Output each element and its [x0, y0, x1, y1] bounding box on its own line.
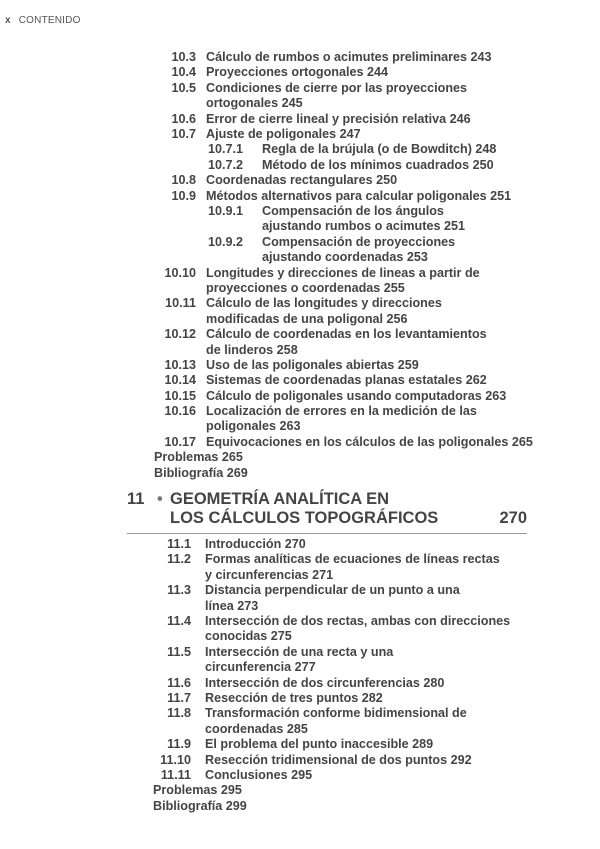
- section-number: 10.3: [171, 50, 196, 64]
- section-title-line: Regla de la brújula (o de Bowditch) 248: [262, 142, 497, 157]
- section-title-line: Formas analíticas de ecuaciones de líneas rectas: [205, 552, 500, 567]
- toc-entry: [0, 204, 600, 235]
- section-number: 11.10: [160, 752, 191, 767]
- toc-entry: [0, 706, 600, 737]
- toc-entry: [0, 799, 600, 814]
- section-title: [262, 235, 455, 266]
- section-title-line: ortogonales 245: [206, 96, 303, 111]
- section-number: 11.4: [167, 613, 191, 628]
- toc-entry: [0, 235, 600, 266]
- section-title: [262, 158, 494, 173]
- section-number: 10.12: [164, 327, 196, 342]
- section-title-line: Uso de las poligonales abiertas 259: [206, 357, 419, 372]
- section-title-line: Intersección de dos rectas, ambas con direcciones: [205, 613, 511, 628]
- section-title-line: Sistemas de coordenadas planas estatales 262: [206, 373, 487, 388]
- chapter-divider: [127, 533, 527, 534]
- section-number: 10.7.1: [208, 142, 244, 157]
- bullet-icon: •: [157, 490, 163, 508]
- section-number: 10.15: [164, 388, 196, 403]
- section-title-line: modificadas de una poligonal 256: [206, 311, 408, 326]
- section-title-line: Problemas 295: [153, 783, 242, 798]
- section-number: 11.5: [167, 644, 191, 659]
- page-number: x: [5, 15, 11, 26]
- section-title-line: Intersección de una recta y una: [205, 644, 394, 659]
- section-title-line: poligonales 263: [206, 419, 301, 434]
- toc-entry: [0, 373, 600, 388]
- section-number: 10.9.1: [208, 203, 244, 218]
- section-title: [206, 389, 506, 404]
- section-title-line: Cálculo de rumbos o acimutes preliminares 243: [206, 50, 492, 64]
- section-title: [206, 327, 487, 358]
- section-number: 10.16: [164, 404, 196, 419]
- section-number: 11.8: [167, 706, 191, 721]
- section-title-line: ajustando coordenadas 253: [262, 250, 428, 265]
- section-title: [206, 173, 397, 188]
- section-number: 10.9: [171, 188, 196, 203]
- section-title: [205, 691, 383, 706]
- section-title-line: Método de los mínimos cuadrados 250: [262, 157, 494, 172]
- toc-entry: [0, 450, 600, 465]
- section-title-line: Problemas 265: [154, 450, 243, 465]
- section-title-line: Cálculo de coordenadas en los levantamientos: [206, 327, 487, 342]
- chapter-title-line: LOS CÁLCULOS TOPOGRÁFICOS: [170, 509, 439, 527]
- section-number: 10.6: [171, 111, 196, 126]
- section-title: [206, 189, 511, 204]
- section-title: [206, 81, 467, 112]
- section-number: 10.13: [164, 357, 196, 372]
- section-number: 11.1: [167, 537, 191, 551]
- chapter-title: [170, 490, 438, 528]
- toc-entry: [0, 691, 600, 706]
- section-number: 10.9.2: [208, 234, 244, 249]
- section-title: [206, 404, 477, 435]
- toc-entry: [0, 112, 600, 127]
- chapter-page: 270: [499, 509, 527, 527]
- section-number: 11.3: [167, 583, 191, 598]
- section-title: [154, 466, 248, 481]
- section-title: [205, 583, 460, 614]
- section-number: 10.17: [164, 434, 196, 449]
- toc-entry: [0, 173, 600, 188]
- section-number: 10.10: [164, 265, 196, 280]
- section-title-line: Conclusiones 295: [205, 767, 313, 782]
- section-title: [206, 358, 419, 373]
- section-title: [205, 614, 510, 645]
- section-title-line: Cálculo de poligonales usando computadoras 263: [206, 388, 507, 403]
- section-title-line: Cálculo de las longitudes y direcciones: [206, 296, 442, 311]
- toc-entry: [0, 127, 600, 142]
- section-number: 11.11: [160, 767, 191, 782]
- section-title: [206, 127, 361, 142]
- section-title-line: Coordenadas rectangulares 250: [206, 173, 398, 188]
- section-number: 10.4: [171, 65, 196, 80]
- header-title: CONTENIDO: [18, 15, 81, 26]
- section-title-line: Ajuste de poligonales 247: [206, 126, 361, 141]
- section-title-line: Intersección de dos circunferencias 280: [205, 675, 445, 690]
- section-title: [153, 799, 247, 814]
- toc-entry: [0, 435, 600, 450]
- section-title-line: circunferencia 277: [205, 660, 316, 675]
- section-title: [262, 142, 496, 157]
- section-title: [206, 50, 492, 65]
- section-title-line: Resección de tres puntos 282: [205, 690, 383, 705]
- chapter-title-line: GEOMETRÍA ANALÍTICA EN: [170, 490, 390, 508]
- section-title: [154, 450, 243, 465]
- section-number: 10.14: [164, 373, 196, 388]
- running-header: [5, 15, 81, 26]
- toc-entry: [0, 645, 600, 676]
- section-title: [206, 296, 442, 327]
- toc-entry: [0, 552, 600, 583]
- section-title-line: línea 273: [205, 598, 259, 613]
- section-title: [205, 645, 393, 676]
- toc-entry: [0, 753, 600, 768]
- section-title-line: ajustando rumbos o acimutes 251: [262, 219, 465, 234]
- section-number: 10.7.2: [208, 157, 244, 172]
- toc-entry: [0, 50, 600, 65]
- toc-entry: [0, 142, 600, 157]
- section-title: [262, 204, 465, 235]
- toc-entry: [0, 737, 600, 752]
- section-title-line: Introducción 270: [205, 537, 306, 551]
- toc-entry: [0, 537, 600, 552]
- section-title-line: El problema del punto inaccesible 289: [205, 737, 434, 752]
- section-title: [206, 65, 388, 80]
- toc-entry: [0, 404, 600, 435]
- section-title: [206, 112, 471, 127]
- section-number: 10.11: [165, 296, 196, 311]
- toc-entry: [0, 65, 600, 80]
- section-title-line: Error de cierre lineal y precisión relativa 246: [206, 111, 471, 126]
- toc-entry: [0, 327, 600, 358]
- toc-entry: [0, 296, 600, 327]
- section-title-line: Condiciones de cierre por las proyecciones: [206, 80, 468, 95]
- section-title: [153, 783, 242, 798]
- section-title-line: Resección tridimensional de dos puntos 292: [205, 752, 472, 767]
- chapter-11-toc: [0, 537, 600, 814]
- chapter-10-toc: [0, 50, 600, 481]
- toc-entry: [0, 676, 600, 691]
- toc-entry: [0, 583, 600, 614]
- section-title-line: Compensación de proyecciones: [262, 234, 456, 249]
- section-title: [206, 435, 533, 450]
- toc-entry: [0, 389, 600, 404]
- section-title-line: Equivocaciones en los cálculos de las poligonales 265: [206, 434, 533, 449]
- section-title-line: Localización de errores en la medición de las: [206, 404, 477, 419]
- section-title-line: Bibliografía 269: [154, 465, 248, 480]
- section-number: 11.9: [167, 737, 191, 752]
- toc-entry: [0, 158, 600, 173]
- section-title-line: proyecciones o coordenadas 255: [206, 280, 405, 295]
- toc-entry: [0, 614, 600, 645]
- section-number: 10.7: [171, 126, 196, 141]
- section-title-line: Longitudes y direcciones de lineas a partir de: [206, 265, 480, 280]
- section-title-line: Distancia perpendicular de un punto a una: [205, 583, 460, 598]
- section-title-line: conocidas 275: [205, 629, 292, 644]
- toc-entry: [0, 189, 600, 204]
- section-title-line: y circunferencias 271: [205, 567, 334, 582]
- toc-entry: [0, 466, 600, 481]
- chapter-number: 11: [127, 490, 145, 508]
- section-title: [205, 706, 467, 737]
- section-title: [205, 676, 444, 691]
- section-number: 11.7: [167, 690, 191, 705]
- section-title: [206, 373, 487, 388]
- toc-entry: [0, 81, 600, 112]
- section-title-line: Compensación de los ángulos: [262, 203, 444, 218]
- toc-entry: [0, 358, 600, 373]
- section-title-line: Bibliografía 299: [153, 798, 247, 813]
- section-number: 11.6: [167, 675, 191, 690]
- section-number: 10.8: [171, 173, 196, 188]
- toc-entry: [0, 768, 600, 783]
- section-number: 11.2: [167, 552, 191, 567]
- section-title: [205, 768, 312, 783]
- section-number: 10.5: [171, 80, 196, 95]
- toc-entry: [0, 783, 600, 798]
- section-title-line: de linderos 258: [206, 342, 298, 357]
- section-title-line: coordenadas 285: [205, 721, 308, 736]
- section-title-line: Proyecciones ortogonales 244: [206, 65, 388, 80]
- toc-entry: [0, 266, 600, 297]
- section-title: [205, 753, 472, 768]
- section-title: [205, 537, 306, 552]
- section-title: [205, 737, 433, 752]
- section-title: [205, 552, 500, 583]
- section-title-line: Métodos alternativos para calcular poligonales 251: [206, 188, 512, 203]
- section-title: [206, 266, 480, 297]
- section-title-line: Transformación conforme bidimensional de: [205, 706, 467, 721]
